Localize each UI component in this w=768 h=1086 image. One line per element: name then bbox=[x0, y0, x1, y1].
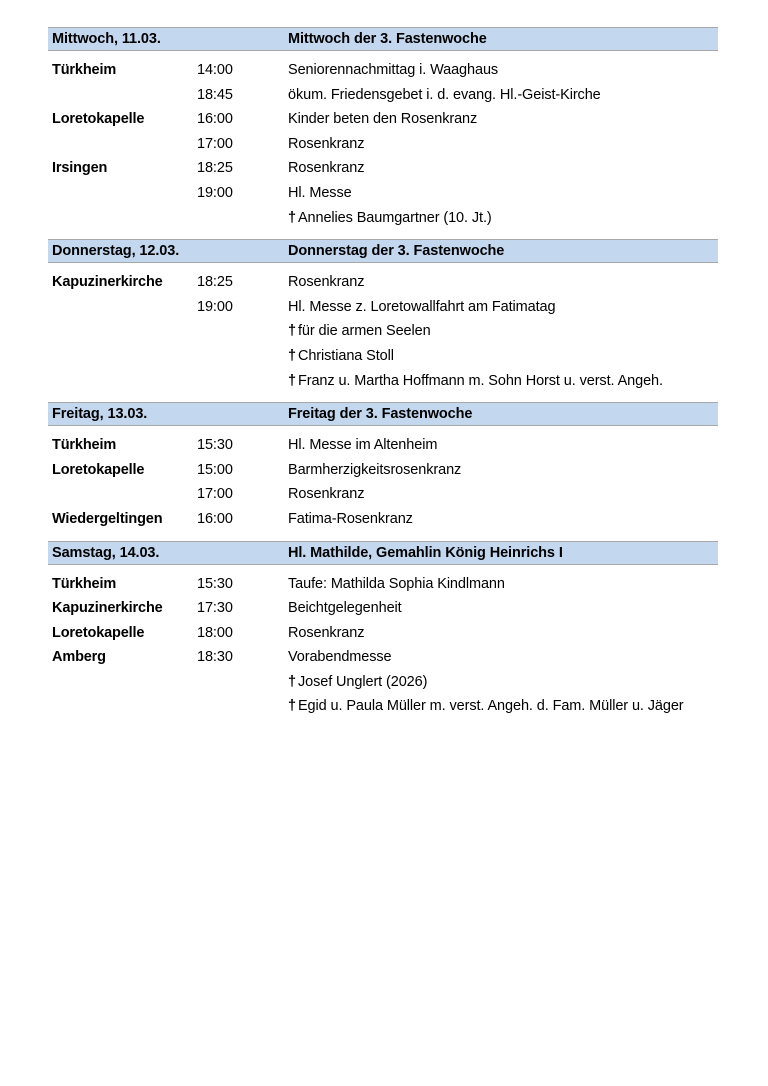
entry-time: 18:30 bbox=[197, 649, 233, 666]
service-entry-row bbox=[48, 458, 718, 483]
service-entry-row bbox=[48, 621, 718, 646]
service-entry-row bbox=[48, 58, 718, 83]
entry-time: 16:00 bbox=[197, 111, 233, 128]
service-entry-row bbox=[48, 83, 718, 108]
service-description-line: ökum. Friedensgebet i. d. evang. Hl.-Geist-Kirche bbox=[288, 86, 601, 103]
memorial-intention-line bbox=[288, 694, 718, 719]
memorial-text: für die armen Seelen bbox=[297, 323, 431, 340]
entry-time: 18:00 bbox=[197, 624, 233, 641]
service-description-line: Hl. Messe bbox=[288, 184, 352, 201]
day-date: Freitag, 13.03. bbox=[52, 406, 148, 423]
entry-place: Irsingen bbox=[52, 160, 108, 177]
day-title: Hl. Mathilde, Gemahlin König Heinrichs I bbox=[288, 544, 563, 561]
entry-description bbox=[288, 458, 718, 483]
memorial-text: Annelies Baumgartner (10. Jt.) bbox=[297, 209, 492, 226]
service-description-line: Kinder beten den Rosenkranz bbox=[288, 111, 478, 128]
entry-description bbox=[288, 295, 718, 393]
memorial-intention-line bbox=[288, 319, 718, 344]
service-entry-row bbox=[48, 645, 718, 719]
day-date: Samstag, 14.03. bbox=[52, 544, 160, 561]
service-entry-row bbox=[48, 572, 718, 597]
service-description-line: Rosenkranz bbox=[288, 135, 365, 152]
day-header bbox=[48, 239, 718, 263]
entry-description bbox=[288, 507, 718, 532]
entry-time: 18:45 bbox=[197, 86, 233, 103]
entry-description bbox=[288, 596, 718, 621]
memorial-intention-line bbox=[288, 369, 718, 394]
entry-time: 15:30 bbox=[197, 437, 233, 454]
entry-place: Loretokapelle bbox=[52, 461, 145, 478]
cross-dagger-icon: † bbox=[288, 698, 296, 715]
entry-place: Kapuzinerkirche bbox=[52, 600, 163, 617]
entry-time: 19:00 bbox=[197, 184, 233, 201]
entry-description bbox=[288, 107, 718, 132]
entry-time: 17:00 bbox=[197, 135, 233, 152]
day-entries bbox=[48, 565, 718, 729]
day-date: Donnerstag, 12.03. bbox=[52, 243, 180, 260]
day-entries bbox=[48, 51, 718, 239]
day-header bbox=[48, 541, 718, 565]
service-entry-row bbox=[48, 433, 718, 458]
service-description-line: Beichtgelegenheit bbox=[288, 600, 402, 617]
day-header bbox=[48, 402, 718, 426]
cross-dagger-icon: † bbox=[288, 372, 296, 389]
day-title: Mittwoch der 3. Fastenwoche bbox=[288, 31, 487, 47]
memorial-text: Christiana Stoll bbox=[297, 347, 394, 364]
service-entry-row bbox=[48, 270, 718, 295]
memorial-intention-line bbox=[288, 206, 718, 231]
day-title: Donnerstag der 3. Fastenwoche bbox=[288, 243, 505, 260]
cross-dagger-icon: † bbox=[288, 209, 296, 226]
entry-time: 18:25 bbox=[197, 160, 233, 177]
day-block bbox=[48, 541, 718, 729]
entry-description bbox=[288, 83, 718, 108]
entry-description bbox=[288, 181, 718, 230]
service-schedule bbox=[48, 27, 718, 728]
service-entry-row bbox=[48, 482, 718, 507]
memorial-text: Egid u. Paula Müller m. verst. Angeh. d. Fam. Müller u. Jäger bbox=[297, 698, 684, 715]
service-entry-row bbox=[48, 295, 718, 393]
day-block bbox=[48, 27, 718, 239]
entry-place: Kapuzinerkirche bbox=[52, 274, 163, 291]
entry-time: 15:00 bbox=[197, 461, 233, 478]
entry-time: 16:00 bbox=[197, 510, 233, 527]
day-block bbox=[48, 239, 718, 402]
entry-place: Loretokapelle bbox=[52, 111, 145, 128]
day-entries bbox=[48, 426, 718, 540]
entry-description bbox=[288, 58, 718, 83]
service-description-line: Hl. Messe im Altenheim bbox=[288, 437, 438, 454]
service-description-line: Barmherzigkeitsrosenkranz bbox=[288, 461, 462, 478]
service-description-line: Seniorennachmittag i. Waaghaus bbox=[288, 62, 499, 78]
day-block bbox=[48, 402, 718, 540]
entry-description bbox=[288, 482, 718, 507]
service-description-line: Rosenkranz bbox=[288, 274, 365, 291]
entry-description bbox=[288, 621, 718, 646]
cross-dagger-icon: † bbox=[288, 673, 296, 690]
service-entry-row bbox=[48, 107, 718, 132]
entry-time: 19:00 bbox=[197, 298, 233, 315]
day-entries bbox=[48, 263, 718, 402]
service-entry-row bbox=[48, 596, 718, 621]
day-title: Freitag der 3. Fastenwoche bbox=[288, 406, 473, 423]
entry-description bbox=[288, 156, 718, 181]
day-date: Mittwoch, 11.03. bbox=[52, 31, 161, 47]
memorial-intention-line bbox=[288, 670, 718, 695]
service-entry-row bbox=[48, 181, 718, 230]
entry-time: 15:30 bbox=[197, 575, 233, 592]
entry-description bbox=[288, 132, 718, 157]
entry-time: 18:25 bbox=[197, 274, 233, 291]
memorial-intention-line bbox=[288, 344, 718, 369]
entry-time: 14:00 bbox=[197, 62, 233, 78]
service-description-line: Rosenkranz bbox=[288, 486, 365, 503]
entry-place: Türkheim bbox=[52, 62, 117, 78]
memorial-text: Josef Unglert (2026) bbox=[297, 673, 428, 690]
entry-place: Loretokapelle bbox=[52, 624, 145, 641]
cross-dagger-icon: † bbox=[288, 347, 296, 364]
entry-description bbox=[288, 270, 718, 295]
entry-time: 17:00 bbox=[197, 486, 233, 503]
service-description-line: Taufe: Mathilda Sophia Kindlmann bbox=[288, 575, 505, 592]
entry-place: Amberg bbox=[52, 649, 106, 666]
entry-description bbox=[288, 645, 718, 719]
service-description-line: Vorabendmesse bbox=[288, 649, 392, 666]
service-entry-row bbox=[48, 132, 718, 157]
entry-place: Wiedergeltingen bbox=[52, 510, 163, 527]
entry-time: 17:30 bbox=[197, 600, 233, 617]
entry-place: Türkheim bbox=[52, 575, 117, 592]
cross-dagger-icon: † bbox=[288, 323, 296, 340]
memorial-text: Franz u. Martha Hoffmann m. Sohn Horst u. verst. Angeh. bbox=[297, 372, 663, 389]
service-description-line: Hl. Messe z. Loretowallfahrt am Fatimatag bbox=[288, 298, 556, 315]
entry-place: Türkheim bbox=[52, 437, 117, 454]
service-description-line: Rosenkranz bbox=[288, 624, 365, 641]
service-description-line: Rosenkranz bbox=[288, 160, 365, 177]
entry-description bbox=[288, 433, 718, 458]
service-description-line: Fatima-Rosenkranz bbox=[288, 510, 413, 527]
day-header bbox=[48, 27, 718, 51]
service-entry-row bbox=[48, 507, 718, 532]
service-entry-row bbox=[48, 156, 718, 181]
entry-description bbox=[288, 572, 718, 597]
